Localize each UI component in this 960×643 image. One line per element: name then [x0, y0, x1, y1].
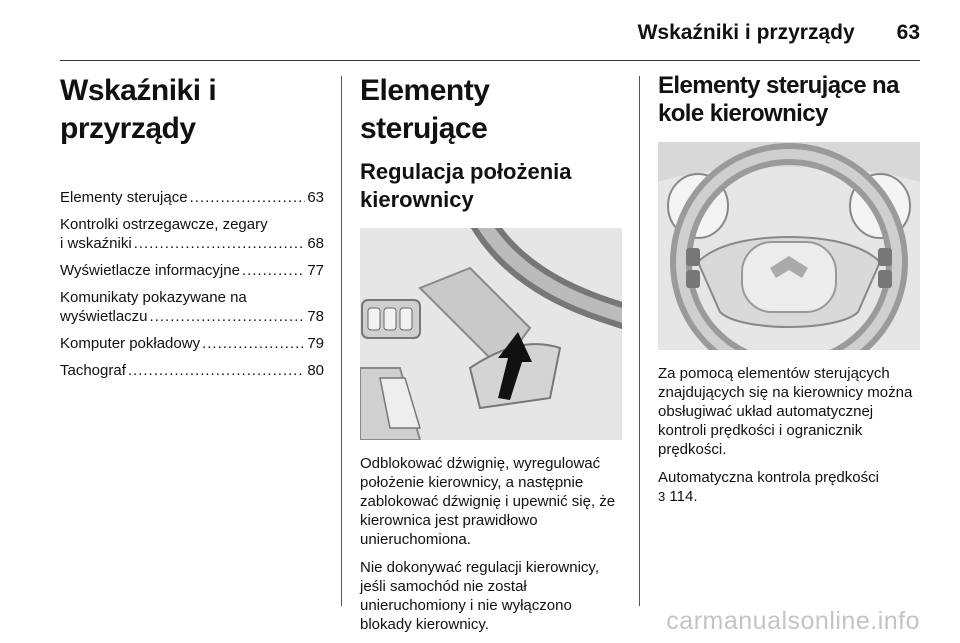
steering-wheel-illustration [658, 142, 920, 350]
toc-entry-title: wyświetlaczu [60, 308, 148, 325]
toc-line [60, 334, 324, 353]
toc-leader-dots [150, 307, 306, 326]
paragraph: Odblokować dźwignię, wyregulować położenie kierownicy, a następnie zablokować dźwignię i upewnić się, że kierownica jest prawidłowo unieruchomiona. [360, 455, 616, 548]
subsection-title: Regulacja położenia kierownicy [360, 159, 572, 212]
paragraph: Za pomocą elementów sterujących znajdujących się na kierownicy można obsługiwać układ automatycznej kontroli prędkości i ogranicznik prędkości. [658, 365, 913, 458]
toc-column [60, 72, 324, 388]
toc-entry-page: 63 [307, 189, 324, 206]
reference-text: Automatyczna kontrola prędkości [658, 469, 879, 486]
toc-entry-title: Tachograf [60, 362, 126, 379]
toc-leader-dots [190, 188, 306, 207]
toc-leader-dots [202, 334, 305, 353]
steering-wheel-photo [658, 142, 920, 350]
wheel-controls-column [658, 72, 920, 515]
running-header [520, 16, 920, 50]
reference-arrow-icon: 3 [658, 489, 666, 504]
paragraph: Nie dokonywać regulacji kierownicy, jeśli samochód nie został unieruchomiony i nie wyłączono blokady kierownicy. [360, 559, 599, 633]
toc-entry-page: 68 [307, 235, 324, 252]
toc-entry-title: Wyświetlacze informacyjne [60, 262, 240, 279]
toc-entry-title: Kontrolki ostrzegawcze, zegary [60, 216, 268, 233]
toc-entry[interactable] [60, 261, 324, 280]
toc-entry[interactable] [60, 288, 324, 326]
toc-leader-dots [128, 361, 305, 380]
toc-entry-page: 78 [307, 308, 324, 325]
toc-entry-page: 79 [307, 335, 324, 352]
steering-adjust-column [360, 72, 622, 643]
toc-line [60, 234, 324, 253]
toc-entry-title: Komputer pokładowy [60, 335, 201, 352]
watermark: carmanualsonline.info [666, 607, 920, 635]
toc-entry[interactable] [60, 215, 324, 253]
toc-entry-title: Komunikaty pokazywane na [60, 289, 247, 306]
toc-entry[interactable] [60, 334, 324, 353]
toc-entry-title: i wskaźniki [60, 235, 132, 252]
toc-line [60, 188, 324, 207]
steering-lever-illustration [360, 228, 622, 440]
toc-line [60, 361, 324, 380]
toc-entry[interactable] [60, 361, 324, 380]
toc-line [60, 261, 324, 280]
reference-page: 114. [669, 488, 698, 505]
column-divider-1 [341, 76, 342, 606]
toc-line [60, 307, 324, 326]
section-title: Elementy sterujące na kole kierownicy [658, 72, 899, 127]
steering-column-lever-photo [360, 228, 622, 440]
toc-entry-page: 80 [307, 362, 324, 379]
toc-leader-dots [242, 261, 305, 280]
toc-entry-title: Elementy sterujące [60, 189, 188, 206]
toc-leader-dots [134, 234, 306, 253]
table-of-contents [60, 188, 324, 380]
column-divider-2 [639, 76, 640, 606]
header-title: Wskaźniki i przyrządy [637, 21, 855, 44]
chapter-title: Wskaźniki i przyrządy [60, 74, 217, 145]
cross-reference [658, 468, 920, 506]
header-rule [60, 60, 920, 61]
page-number: 63 [896, 21, 920, 44]
section-title: Elementy sterujące [360, 74, 490, 145]
toc-entry[interactable] [60, 188, 324, 207]
toc-entry-page: 77 [307, 262, 324, 279]
